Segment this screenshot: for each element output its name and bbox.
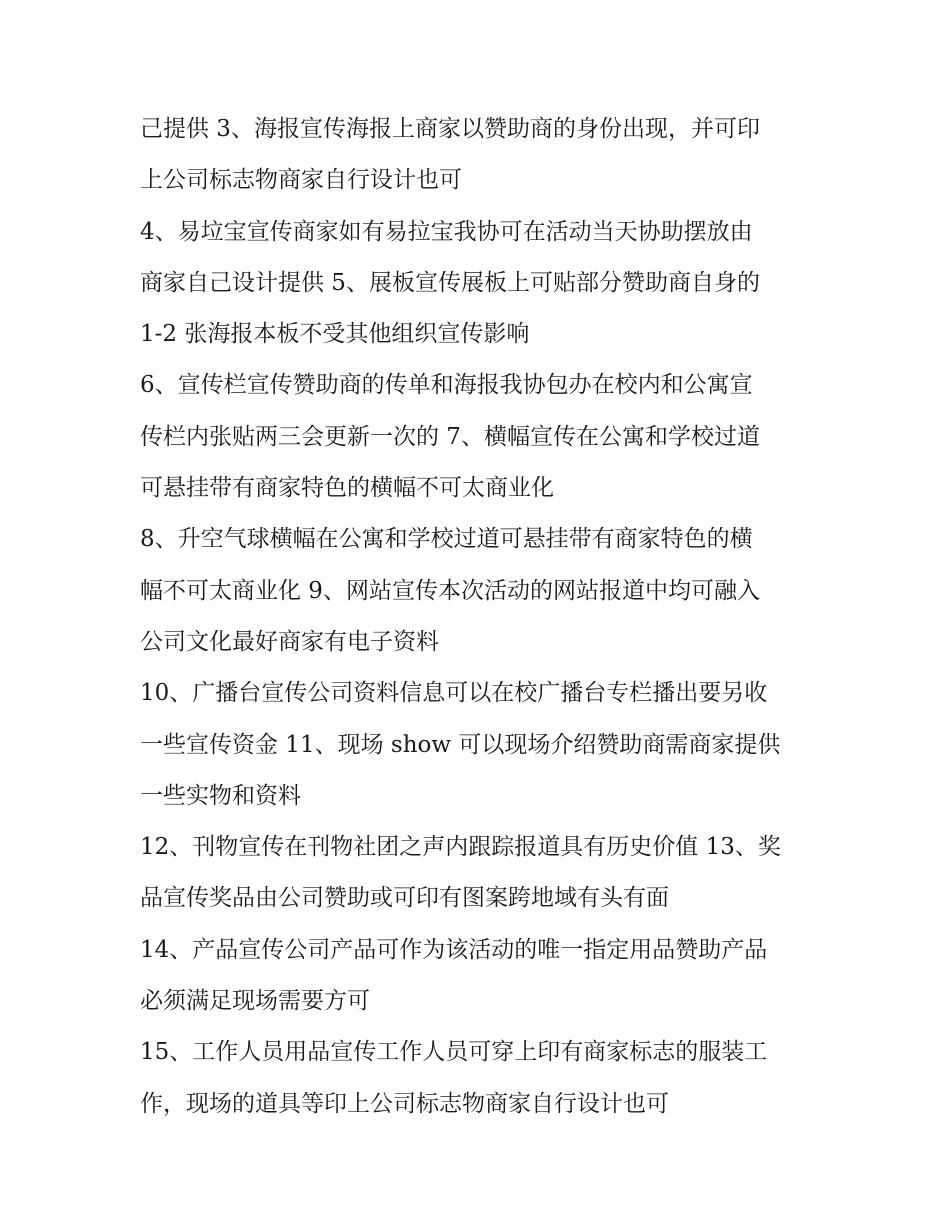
text-line: 一些宣传资金 11、现场 show 可以现场介绍赞助商需商家提供 — [140, 731, 781, 758]
text-line: 公司文化最好商家有电子资料 — [140, 628, 439, 655]
text-line: 10、广播台宣传公司资料信息可以在校广播台专栏播出要另收 — [140, 680, 768, 707]
text-line: 15、工作人员用品宣传工作人员可穿上印有商家标志的服装工 — [140, 1039, 768, 1066]
paragraph-staff-supplies — [140, 1027, 812, 1130]
text-line: 14、产品宣传公司产品可作为该活动的唯一指定用品赞助产品 — [140, 936, 768, 963]
text-line: 品宣传奖品由公司赞助或可印有图案跨地域有头有面 — [140, 885, 669, 912]
text-line: 6、宣传栏宣传赞助商的传单和海报我协包办在校内和公寓宣 — [140, 372, 753, 399]
text-line: 必须满足现场需要方可 — [140, 988, 370, 1015]
text-line: 商家自己设计提供 5、展板宣传展板上可贴部分赞助商自身的 — [140, 269, 760, 296]
text-line: 己提供 3、海报宣传海报上商家以赞助商的身份出现，并可印 — [140, 116, 760, 142]
text-line: 可悬挂带有商家特色的横幅不可太商业化 — [140, 475, 554, 502]
text-line: 4、易垃宝宣传商家如有易拉宝我协可在活动当天协助摆放由 — [140, 218, 753, 245]
text-line: 一些实物和资料 — [140, 782, 301, 809]
paragraph-poster — [140, 104, 812, 207]
document-body — [140, 104, 812, 1130]
paragraph-rollup-banner — [140, 207, 812, 361]
paragraph-bulletin-board — [140, 360, 812, 514]
text-line: 1-2 张海报本板不受其他组织宣传影响 — [140, 321, 530, 348]
text-line: 8、升空气球横幅在公寓和学校过道可悬挂带有商家特色的横 — [140, 526, 753, 553]
text-line: 幅不可太商业化 9、网站宣传本次活动的网站报道中均可融入 — [140, 577, 760, 604]
paragraph-product — [140, 925, 812, 1028]
text-line: 作，现场的道具等印上公司标志物商家自行设计也可 — [140, 1090, 669, 1117]
paragraph-balloon-banner — [140, 514, 812, 668]
paragraph-publication — [140, 822, 812, 925]
text-line: 上公司标志物商家自行设计也可 — [140, 167, 462, 194]
paragraph-radio — [140, 668, 812, 822]
text-line: 传栏内张贴两三会更新一次的 7、横幅宣传在公寓和学校过道 — [140, 423, 760, 450]
text-line: 12、刊物宣传在刊物社团之声内跟踪报道具有历史价值 13、奖 — [140, 834, 781, 861]
